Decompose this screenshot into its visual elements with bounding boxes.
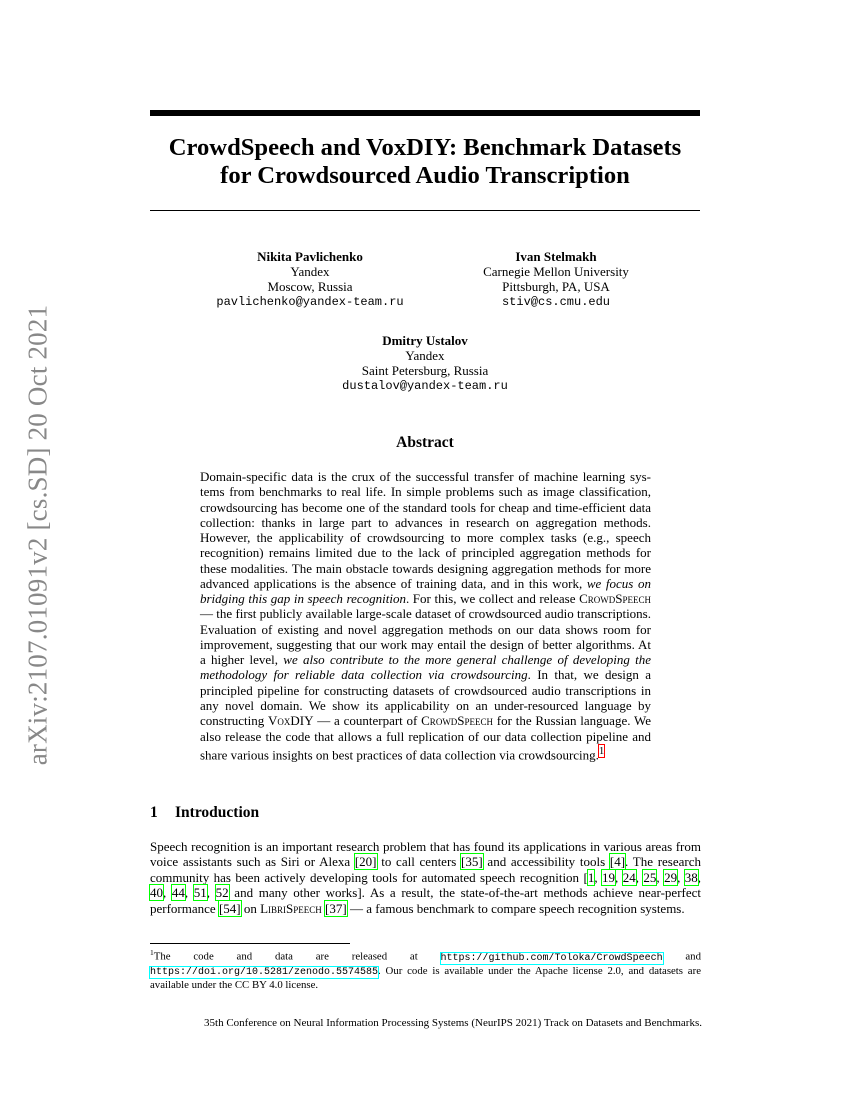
author-name: Dmitry Ustalov [382,333,468,348]
citation-link[interactable]: [35] [461,854,483,870]
title-top-rule [150,110,700,116]
author-affiliation: Yandex [290,264,330,280]
footnote-number: 1 [150,948,154,957]
citation-link[interactable]: [4] [609,854,626,870]
github-url-link[interactable]: https://github.com/Toloka/CrowdSpeech [440,952,663,964]
author-block [305,333,545,394]
author-location: Saint Petersburg, Russia [361,363,489,379]
abstract-text-segment: — the first publicly available large-scale dataset of crowdsourced audio transcriptions. Evaluation of existing and novel aggregation methods on our data shows room for improvement, suggesting that our work may entail the design of better algorithms. At a higher level, [200,606,651,668]
abstract-emphasis: we focus on bridging this gap in speech recognition [200,575,651,607]
introduction-paragraph: Speech recognition is an important research problem that has found its applications in various areas from voice assistants such as Siri or Alexa [20] to call centers [35] and accessibility tools [4]. The research community has been actively developing tools for automated speech recognition [1, 19, 24, 25, 29, 38, 40, 44, 51, 52 and many other works]. As a result, the state-of-the-art methods achieve near-perfect performance [54] on LibriSpeech [37] — a famous benchmark to compare speech recognition systems. [150,839,702,916]
title-line-2: for Crowdsourced Audio Transcription [220,162,630,189]
abstract-emphasis: we also contribute to the more general challenge of developing the methodology for reliable data collection via crowdsourcing [200,652,651,683]
citation-link[interactable]: 25 [643,869,657,885]
citation-link[interactable]: 52 [215,885,229,901]
voxdiy-name: VoxDIY [268,713,314,729]
title-bottom-rule [150,210,700,211]
author-affiliation: Carnegie Mellon University [483,264,629,280]
footnote-text-segment: and [662,950,701,963]
citation-link[interactable]: 29 [664,869,678,885]
author-affiliation: Yandex [405,348,445,364]
abstract-text-segment: . In that, we design a principled pipeline for constructing datasets of crowdsourced audio transcriptions in any novel domain. We show its applicability on an under-resourced language by constructing [200,667,651,729]
title-line-1: CrowdSpeech and VoxDIY: Benchmark Datasets [168,134,682,161]
author-name: Nikita Pavlichenko [257,249,363,264]
intro-text-segment: — a famous benchmark to compare speech recognition systems. [346,900,685,916]
intro-text-segment: Speech recognition is an important research problem that has found its applications in various areas from voice assistants such as Siri or Alexa [150,839,701,870]
intro-text-segment: on [240,900,261,916]
conference-note: 35th Conference on Neural Information Processing Systems (NeurIPS 2021) Track on Datasets and Benchmarks. [204,1017,702,1029]
abstract-text-segment: for the Russian language. We also release the code that allows a full replication of our data collection pipeline and share various insights on best practices of data collection via crowdsourcing. [200,713,652,763]
section-number: 1 [150,804,158,821]
abstract-text-segment: . For this, we collect and release [405,591,580,607]
footnote-text-segment: The code and data are released at [153,950,441,963]
intro-text-segment: and many other works]. As a result, the state-of-the-art methods achieve near-perfect performance [150,885,702,916]
author-email[interactable]: stiv@cs.cmu.edu [501,294,611,309]
citation-link[interactable]: 44 [171,885,185,901]
footnote [150,946,701,992]
arxiv-stamp-text: arXiv:2107.01091v2 [cs.SD] 20 Oct 2021 [22,304,53,766]
citation-link[interactable]: 38 [684,869,698,885]
abstract-body [200,469,651,762]
author-email[interactable]: dustalov@yandex-team.ru [342,378,508,393]
footnote-text-segment: . Our code is available under the Apache license 2.0, and datasets are available under the CC BY 4.0 license. [150,964,701,991]
author-location: Moscow, Russia [267,279,353,295]
abstract-text-segment: Domain-specific data is the crux of the successful transfer of machine learning systems from benchmarks to real life. In simple problems such as image classification, crowdsourcing has become one of the standard tools for cheap and time-efficient data collection: thanks in large part to advances in research on aggregation methods. However, the applicability of crowdsourcing to more complex tasks (e.g., speech recognition) remains limited due to the lack of principled aggregation methods for these modalities. The main obstacle towards designing aggregation methods for more advanced applications is the absence of training data, and in this work, [200,469,651,591]
citation-link[interactable]: [20] [354,854,377,870]
citation-link[interactable]: [37] [325,900,347,916]
crowdspeech-name: CrowdSpeech [579,591,652,607]
citation-link[interactable]: 51 [193,885,207,901]
citation-link[interactable]: 19 [602,869,616,885]
author-name: Ivan Stelmakh [515,249,597,264]
abstract-heading: Abstract [396,434,454,451]
citation-link[interactable]: 40 [150,885,163,901]
abstract-text-segment: — a counterpart of [313,713,422,729]
crowdspeech-name: CrowdSpeech [421,713,494,729]
intro-text-segment: to call centers [376,854,462,870]
footnote-rule [150,943,350,944]
citation-link[interactable]: 24 [622,869,636,885]
section-heading-introduction [150,804,259,822]
citation-link[interactable]: [54] [218,900,241,916]
author-block [190,249,430,310]
author-block [436,249,676,310]
author-location: Pittsburgh, PA, USA [502,279,610,295]
intro-text-segment: and accessibility tools [482,854,610,870]
intro-text-segment: . The research community has been actively developing tools for automated speech recognition [ [150,854,701,885]
citation-link[interactable]: 1 [587,869,595,885]
section-title: Introduction [175,804,260,821]
paper-title [150,134,700,190]
footnote-marker-link[interactable]: 1 [598,744,605,757]
librispeech-name: LibriSpeech [260,900,322,916]
zenodo-doi-link[interactable]: https://doi.org/10.5281/zenodo.5574585 [150,966,379,978]
author-email[interactable]: pavlichenko@yandex-team.ru [216,294,404,309]
